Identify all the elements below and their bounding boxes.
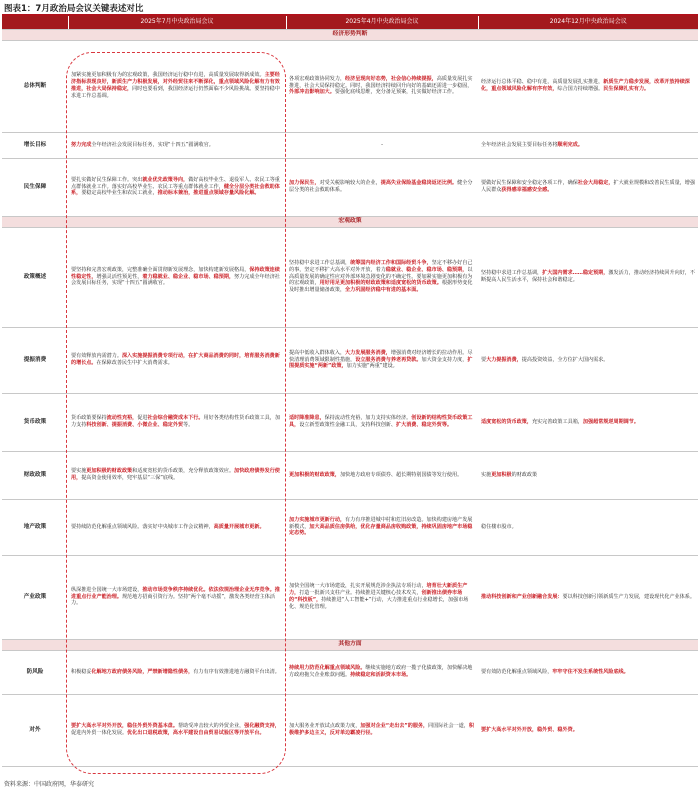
- body-text: 帮助受冲击较大的外贸企业，: [178, 723, 245, 730]
- body-text: 加力实施“两重”建设。: [346, 363, 398, 370]
- body-text: 等。: [183, 422, 194, 428]
- table-row-fiscal: [2, 451, 698, 499]
- cell-c: [478, 555, 698, 639]
- highlight-text: 流动性充裕，: [106, 415, 138, 422]
- highlight-text: 稳住外贸外资基本盘。: [127, 723, 178, 730]
- cell-c: [478, 327, 698, 393]
- highlight-text: 主要经济指标表现良好，新质生产力积极发展，对外经贸往来不断深化，: [71, 72, 280, 86]
- body-text: 的财政政策: [511, 471, 538, 478]
- body-text: 激发活力，推动经济持续回升向好，不断提高人民生活水平，保持社会和谐稳定。: [481, 270, 695, 283]
- body-text: 做好高校毕业生、退役军人、农民工等重点群体就业工作。落实好高校毕业生、农民工等重点群体就业工作，: [71, 176, 280, 190]
- highlight-text: 健全分层分类社会救助体系，: [71, 183, 280, 197]
- body-text: 稳住楼市股市。: [481, 523, 517, 530]
- body-text: 要有效防范化解重点领域风险，: [481, 668, 553, 675]
- cell-a: [68, 132, 286, 158]
- body-text: 要坚持和完善宏观政策，完整准确全面贯彻新发展理念，加快构建新发展格局，: [71, 266, 250, 273]
- body-text: 持续推进“人工智能+”行动，大力推进重点行业稳增长，加强市场化、规范化管理。: [289, 597, 469, 610]
- highlight-text: 社会大局稳定，: [577, 180, 614, 187]
- cell-b: [286, 499, 478, 555]
- cell-c: [478, 132, 698, 158]
- row-label: 防风险: [2, 650, 68, 694]
- cell-b: [286, 393, 478, 451]
- cell-a: [68, 158, 286, 216]
- cell-b: [286, 227, 478, 327]
- cell-c: [478, 499, 698, 555]
- highlight-text: 扩大国内需求……稳定预期，: [542, 270, 609, 277]
- highlight-text: 大力提振消费，: [486, 356, 522, 363]
- comparison-table: [2, 16, 698, 767]
- highlight-text: 持续稳定和活跃资本市场。: [350, 672, 412, 678]
- body-text: 要以科技创新引领新质生产力发展，建设现代化产业体系。: [562, 593, 695, 600]
- body-text: 提高资金使用效率，兜牢基层“三保”底线。: [81, 475, 179, 481]
- row-label: 提振消费: [2, 327, 68, 393]
- cell-b: [286, 132, 478, 158]
- highlight-text: 加力实施城市更新行动，: [289, 516, 346, 523]
- cell-a: [68, 694, 286, 766]
- body-text: 各项宏观政策协同发力，: [289, 75, 346, 82]
- body-text: 要: [481, 356, 487, 363]
- body-text: 加紧实施更加积极有为的宏观政策，我国经济运行稳中有进，高质量发展取得新成效。: [71, 72, 265, 79]
- row-label: 增长目标: [2, 132, 68, 158]
- highlight-text: 努力完成: [71, 141, 92, 148]
- body-text: 经济运行总体平稳、稳中有进，高质量发展扎实推进，: [481, 79, 604, 86]
- body-text: 货币政策要保持: [71, 415, 107, 422]
- cell-a: [68, 555, 286, 639]
- highlight-text: 稳就业、稳企业、稳市场、稳预期，: [385, 266, 468, 273]
- highlight-text: 加强对企业“走出去”的服务，: [360, 723, 429, 730]
- section-title: 其他方面: [2, 639, 698, 650]
- section-row: [2, 639, 698, 650]
- table-row-risk: [2, 650, 698, 694]
- highlight-text: 外部冲击影响加大。: [289, 89, 335, 96]
- highlight-text: 社会综合融资成本下行。: [147, 415, 204, 422]
- body-text: 要持续防范化解重点领域风险。落实好中央城市工作会议精神，: [71, 523, 214, 530]
- body-text: 同国际社会一道，: [428, 723, 469, 730]
- cell-a: [68, 451, 286, 499]
- body-text: 和适度宽松的货币政策，充分释放政策效应。: [132, 468, 235, 475]
- table-row-growth-target: [2, 132, 698, 158]
- body-text: 坚持稳中求进工作总基调，: [481, 270, 543, 277]
- cell-b: [286, 158, 478, 216]
- highlight-text: 牢牢守住不发生系统性风险底线。: [552, 668, 629, 675]
- highlight-text: 强化融资支持，: [244, 723, 280, 730]
- row-label: 民生保障: [2, 158, 68, 216]
- highlight-text: 要扩大高水平对外开放，稳外贸、稳外资。: [481, 726, 578, 733]
- section-title: 宏观政策: [2, 216, 698, 227]
- section-row: [2, 29, 698, 40]
- figure-title: 图表1：7月政治局会议关键表述对比: [2, 2, 698, 16]
- highlight-text: 顺利完成。: [557, 141, 583, 148]
- cell-c: [478, 393, 698, 451]
- highlight-text: 更加积极: [491, 471, 512, 478]
- highlight-text: 更加积极的财政政策，: [289, 471, 340, 478]
- header-2025-jul: 2025年7月中央政治局会议: [68, 16, 286, 29]
- table-row-industry: [2, 555, 698, 639]
- cell-c: [478, 650, 698, 694]
- body-text: 继续实施地方政府一揽子化债政策，加快解决地方政府拖欠企业账款问题。: [289, 665, 473, 678]
- body-text: 以高质量发展的确定性应对外部环境急剧变化的不确定性。要加紧实施更加积极有为的宏观政策，: [289, 266, 473, 287]
- body-text: 增强灵活性预见性，: [96, 273, 143, 280]
- highlight-text: 推动科技创新和产业创新融合发展：: [481, 593, 563, 600]
- body-text: 打造一批新兴支柱产业。持续推进关键核心技术攻关，: [299, 590, 422, 597]
- body-text: 增强消费对经济增长的拉动作用。尽快清理消费领域限制性措施，: [289, 349, 473, 363]
- body-text: 加大资金支持力度，: [421, 356, 468, 363]
- highlight-text: 改革开放持续深化，重点领域风险化解有序有效，: [481, 79, 690, 92]
- body-text: 用好各类结构性货币政策工具，加力支持: [71, 415, 280, 428]
- header-row: [2, 16, 698, 29]
- body-text: 要实施: [71, 468, 87, 475]
- highlight-text: 深入实施提振消费专项行动，在扩大商品消费的同时，培育服务消费新的增长点。: [71, 353, 280, 366]
- highlight-text: 高质量开展城市更新。: [213, 523, 265, 530]
- cell-a: [68, 499, 286, 555]
- row-label: 财政政策: [2, 451, 68, 499]
- body-text: 要强化底线思维，充分备足预案，扎实做好经济工作。: [334, 89, 458, 96]
- table-row-property: [2, 499, 698, 555]
- highlight-text: 扩围提质实施“两新”政策，: [289, 356, 473, 370]
- cell-b: [286, 327, 478, 393]
- row-label: 产业政策: [2, 555, 68, 639]
- highlight-text: 适时降准降息，: [289, 415, 325, 422]
- body-text: 要有效释放内需潜力。: [71, 353, 122, 360]
- highlight-text: 培育壮大新质生产力，: [289, 583, 468, 597]
- header-2025-apr: 2025年4月中央政治局会议: [286, 16, 478, 29]
- highlight-text: 持续用力防范化解重点领域风险。: [289, 665, 366, 672]
- highlight-text: 更加积极的财政政策: [86, 468, 133, 475]
- body-text: 提高中低收入群体收入，: [289, 349, 346, 356]
- table-row-monetary: [2, 393, 698, 451]
- body-text: 同时也要看到，我国经济运行仍然面临不少风险挑战。要坚持稳中求进工作总基调。: [71, 86, 280, 99]
- body-text: 坚持稳中求进工作总基调，: [289, 259, 351, 266]
- body-text: 健全分层分类的社会救助体系。: [289, 180, 473, 193]
- highlight-text: 用好用足更加积极的财政政策和适度宽松的货币政策。: [319, 280, 442, 287]
- highlight-text: 加强超常规逆周期调节。: [582, 418, 639, 425]
- cell-c: [478, 158, 698, 216]
- highlight-text: 新质生产力稳步发展，: [603, 79, 655, 86]
- row-label: 货币政策: [2, 393, 68, 451]
- highlight-text: 民生保障扎实有力。: [603, 86, 650, 92]
- highlight-text: 推动标本兼治，推进重点领域存量风险化解。: [157, 190, 260, 197]
- body-text: 充实完善政策工具箱，: [531, 418, 583, 425]
- body-text: 加快全国统一大市场建设，扎实开展规范涉企执法专项行动，: [289, 583, 427, 590]
- body-text: 实施: [481, 471, 492, 478]
- body-text: 有力有序有效推进地方融资平台出清。: [193, 668, 280, 675]
- body-text: 对受关税影响较大的企业，: [319, 180, 381, 187]
- highlight-text: 全力巩固经济稳中有进的基本面。: [345, 287, 422, 294]
- highlight-text: 扩大消费、稳定外贸等。: [396, 422, 453, 428]
- body-text: 积极稳妥: [71, 668, 92, 675]
- body-text: 促进: [137, 415, 148, 422]
- highlight-text: 优化出口退税政策，高水平建设自由贸易试验区等开放平台。: [127, 730, 265, 736]
- table-body: [2, 29, 698, 766]
- cell-c: [478, 451, 698, 499]
- highlight-text: 保持政策连续性稳定性，: [71, 266, 280, 280]
- body-text: 根据形势变化及时推出增量储备政策，: [289, 280, 473, 294]
- body-text: 规范地方招商引资行为。坚持“两个毫不动摇”，激发各类经营主体活力。: [71, 593, 275, 607]
- highlight-text: 设立服务消费与养老再贷款。: [355, 356, 422, 363]
- cell-b: [286, 555, 478, 639]
- highlight-text: 获得感幸福感安全感。: [501, 187, 553, 193]
- highlight-text: 加快政府债券发行使用，: [71, 468, 280, 481]
- cell-a: [68, 40, 286, 132]
- cell-a: [68, 393, 286, 451]
- section-title: 经济形势判断: [2, 29, 698, 40]
- highlight-text: 适度宽松的货币政策，: [481, 418, 532, 425]
- body-text: 保持流动性充裕，加力支持实体经济。: [324, 415, 412, 422]
- body-text: 纵深推进全国统一大市场建设，: [71, 586, 143, 593]
- highlight-text: 积极维护多边主义，反对单边霸凌行径。: [289, 723, 475, 736]
- cell-a: [68, 227, 286, 327]
- table-row-overall: [2, 40, 698, 132]
- body-text: 要扎实做好民生保障工作。突出: [71, 176, 143, 183]
- highlight-text: 加大高品质住房供给，优化存量商品房收购政策，持续巩固房地产市场稳定态势。: [289, 523, 473, 537]
- highlight-text: 要扩大高水平对外开放，: [71, 723, 128, 730]
- cell-b: [286, 451, 478, 499]
- body-text: 要稳定高校毕业生和农民工就业，: [81, 190, 158, 197]
- highlight-text: 科技创新、提振消费、小微企业、稳定外贸: [86, 422, 184, 428]
- row-label: 政策概述: [2, 227, 68, 327]
- highlight-text: 推动市场竞争秩序持续优化。依法依规治理企业无序竞争。推进重点行业产能治理。: [71, 586, 280, 600]
- header-blank: [2, 16, 68, 29]
- cell-a: [68, 650, 286, 694]
- body-text: 加大服务业开放试点政策力度，: [289, 723, 361, 730]
- row-label: 对外: [2, 694, 68, 766]
- header-2024-dec: 2024年12月中央政治局会议: [478, 16, 698, 29]
- body-text: 扩大就业规模和改善民生质量，增强人民群众: [481, 180, 695, 193]
- highlight-text: 就业优先政策导向，: [142, 176, 189, 183]
- table-row-external: [2, 694, 698, 766]
- highlight-text: 加力保民生，: [289, 180, 320, 187]
- body-text: 高质量发展扎实推进，社会大局保持稳定。同时，我国经济持续回升向好的基础还需进一步稳固，: [289, 75, 473, 89]
- body-text: 坚定不移办好自己的事，坚定不移扩大高水平对外开放，着力: [289, 259, 473, 273]
- row-label: 地产政策: [2, 499, 68, 555]
- body-text: 全年经济社会发展目标任务，实现“十四五”圆满收官。: [91, 141, 214, 148]
- highlight-text: 创设新的结构性货币政策工具，: [289, 415, 473, 428]
- section-row: [2, 216, 698, 227]
- body-text: 努力完成全年经济社会发展目标任务，实现“十四五”圆满收官。: [71, 273, 280, 287]
- body-text: 有力有序推进城中村和危旧房改造。加快构建房地产发展新模式，: [289, 516, 473, 530]
- body-text: 加快地方政府专项债券、超长期特别国债等发行使用。: [339, 471, 463, 478]
- body-text: 在保障改善民生中扩大消费需求。: [96, 360, 173, 366]
- cell-c: [478, 694, 698, 766]
- table-row-policy-overview: [2, 227, 698, 327]
- highlight-text: 统筹国内经济工作和国际经贸斗争，: [350, 259, 432, 266]
- body-text: 要做好民生保障和安全稳定各项工作，确保: [481, 180, 578, 187]
- body-text: 设立新型政策性金融工具，支持科技创新、: [299, 422, 396, 428]
- highlight-text: 化解地方政府债务风险，严禁新增隐性债务，: [91, 668, 194, 675]
- body-text: 提高投资效益，全方位扩大国内需求。: [521, 356, 609, 363]
- cell-b: [286, 694, 478, 766]
- highlight-text: 创新推出债券市场的“科技板”，: [289, 590, 463, 603]
- source-note: 资料来源：中国政府网，华泰研究: [4, 781, 95, 788]
- highlight-text: 着力稳就业、稳企业、稳市场、稳预期，: [142, 273, 235, 280]
- body-text: -: [381, 141, 383, 148]
- row-label: 总体判断: [2, 40, 68, 132]
- table-row-consumption: [2, 327, 698, 393]
- cell-c: [478, 40, 698, 132]
- body-text: 全年经济社会发展主要目标任务将: [481, 141, 558, 148]
- highlight-text: 经济呈现向好态势，社会信心持续提振，: [345, 75, 437, 82]
- cell-b: [286, 650, 478, 694]
- cell-b: [286, 40, 478, 132]
- body-text: 综合国力持续增强。: [557, 86, 604, 92]
- highlight-text: 重点领域风险化解有力有效推进，社会大局保持稳定，: [71, 79, 280, 92]
- table-row-livelihood: [2, 158, 698, 216]
- highlight-text: 大力发展服务消费，: [345, 349, 391, 356]
- body-text: 促进内外贸一体化发展。: [71, 730, 128, 736]
- cell-c: [478, 227, 698, 327]
- cell-a: [68, 327, 286, 393]
- highlight-text: 提高失业保险基金稳岗返还比例。: [380, 180, 458, 187]
